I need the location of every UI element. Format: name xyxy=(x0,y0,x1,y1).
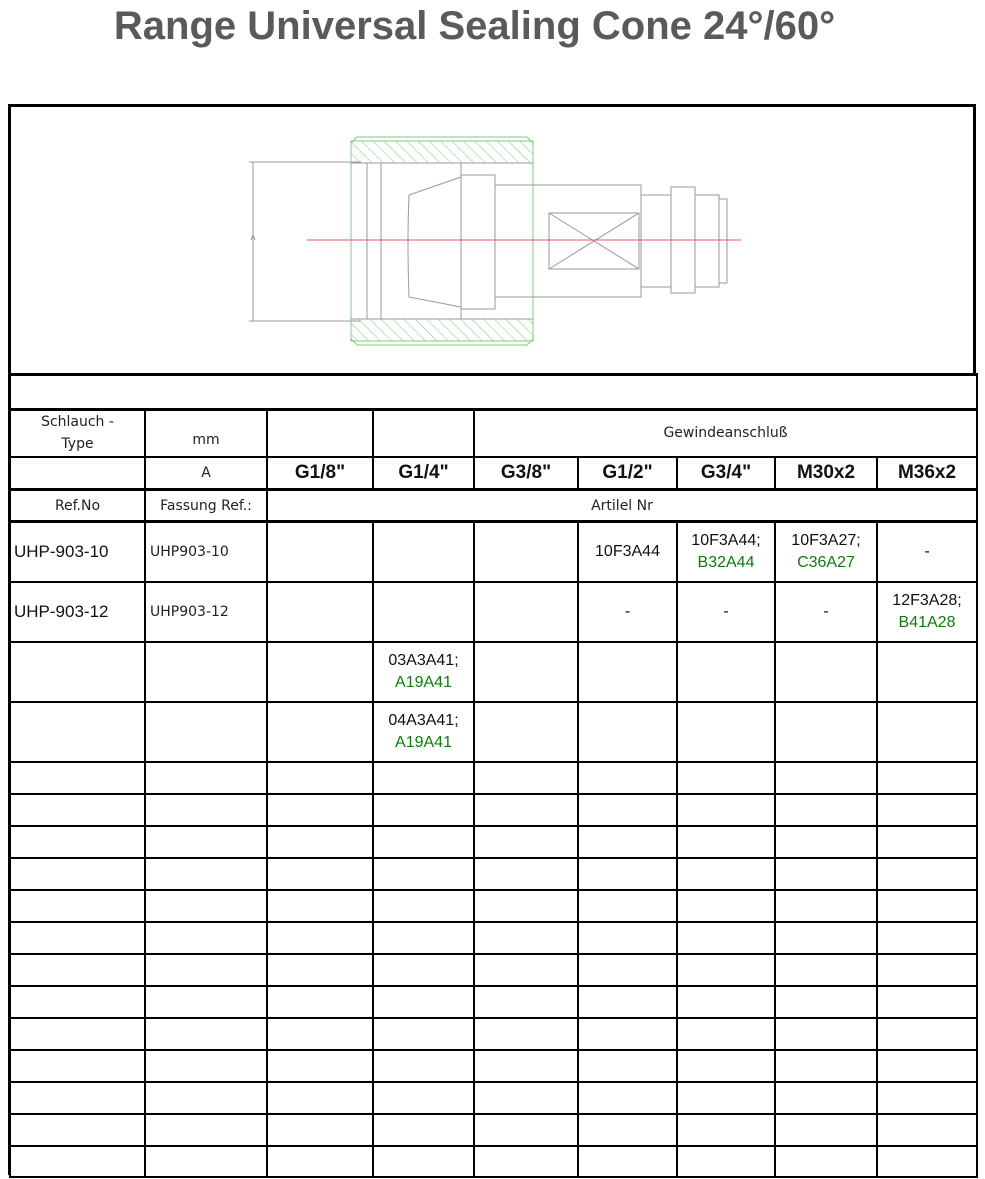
empty-cell xyxy=(677,1018,775,1050)
product-table xyxy=(9,373,978,1178)
article-cell xyxy=(373,642,474,702)
ref-no-cell xyxy=(10,702,145,762)
empty-cell xyxy=(373,858,474,890)
empty-cell xyxy=(578,1146,677,1177)
empty-cell xyxy=(775,922,877,954)
empty-cell xyxy=(145,1114,267,1146)
empty-row xyxy=(10,1050,977,1082)
gewinde-header: Gewindeanschluß xyxy=(474,410,977,457)
header-row-1 xyxy=(10,410,977,457)
page-title xyxy=(0,0,985,52)
ref-no-cell: UHP-903-12 xyxy=(10,582,145,642)
empty-row xyxy=(10,1114,977,1146)
empty-cell xyxy=(267,986,373,1018)
empty-cell xyxy=(578,986,677,1018)
empty-cell xyxy=(10,1114,145,1146)
empty-cell xyxy=(474,1082,578,1114)
article-cell xyxy=(677,702,775,762)
empty-cell xyxy=(578,1050,677,1082)
article-number: - xyxy=(723,602,729,620)
table-row xyxy=(10,582,977,642)
empty-cell xyxy=(877,1018,977,1050)
alt-article-number: B41A28 xyxy=(898,613,956,631)
empty-cell xyxy=(373,986,474,1018)
article-cell xyxy=(775,642,877,702)
artikel-header: Artilel Nr xyxy=(267,490,977,522)
article-number: 10F3A27; xyxy=(791,531,861,549)
mm-header xyxy=(145,410,267,457)
empty-cell xyxy=(474,1146,578,1177)
article-cell xyxy=(775,522,877,582)
empty-cell xyxy=(474,1018,578,1050)
empty-cell xyxy=(10,986,145,1018)
empty-cell xyxy=(145,890,267,922)
empty-cell xyxy=(145,1050,267,1082)
empty-cell xyxy=(145,986,267,1018)
sealing-cone-drawing-icon xyxy=(11,107,973,373)
alt-article-number: A19A41 xyxy=(395,733,452,751)
article-cell xyxy=(373,702,474,762)
empty-cell xyxy=(474,826,578,858)
thread-header: M30x2 xyxy=(775,457,877,490)
thread-header: G3/8" xyxy=(474,457,578,490)
article-cell xyxy=(677,522,775,582)
empty-cell xyxy=(775,858,877,890)
empty-cell xyxy=(373,1114,474,1146)
empty-cell xyxy=(474,858,578,890)
empty-cell xyxy=(474,794,578,826)
empty-row xyxy=(10,1082,977,1114)
empty-cell xyxy=(578,1114,677,1146)
empty-cell xyxy=(775,1146,877,1177)
empty-row xyxy=(10,890,977,922)
empty-cell xyxy=(373,1050,474,1082)
empty-cell xyxy=(145,858,267,890)
article-number: 04A3A41; xyxy=(388,711,459,729)
empty-cell xyxy=(578,1082,677,1114)
article-cell xyxy=(877,642,977,702)
article-cell xyxy=(373,582,474,642)
header-row-3 xyxy=(10,490,977,522)
empty-cell xyxy=(373,954,474,986)
empty-cell xyxy=(677,858,775,890)
empty-cell xyxy=(578,794,677,826)
empty-cell xyxy=(267,954,373,986)
fassung-header: Fassung Ref.: xyxy=(145,490,267,522)
empty-cell xyxy=(10,890,145,922)
alt-article-number: B32A44 xyxy=(697,553,755,571)
empty-cell xyxy=(677,794,775,826)
empty-cell xyxy=(677,1050,775,1082)
empty-cell xyxy=(10,1050,145,1082)
fassung-cell: UHP903-12 xyxy=(145,582,267,642)
empty-cell xyxy=(677,1114,775,1146)
empty-cell xyxy=(145,954,267,986)
empty-cell xyxy=(145,1146,267,1177)
empty-cell xyxy=(578,1018,677,1050)
spacer-row xyxy=(10,375,977,410)
empty-cell xyxy=(10,922,145,954)
mm-label: mm xyxy=(192,432,220,449)
article-cell xyxy=(373,522,474,582)
empty-cell xyxy=(373,922,474,954)
article-number: - xyxy=(624,602,631,620)
data-rows xyxy=(10,522,977,1177)
empty-cell xyxy=(877,1050,977,1082)
article-cell xyxy=(677,582,775,642)
article-cell xyxy=(775,702,877,762)
thread-header: G1/2" xyxy=(578,457,677,490)
empty-cell xyxy=(373,1082,474,1114)
empty-cell xyxy=(877,922,977,954)
empty-cell xyxy=(877,1082,977,1114)
empty-cell xyxy=(267,890,373,922)
empty-cell xyxy=(373,1146,474,1177)
article-cell xyxy=(267,582,373,642)
empty-cell xyxy=(578,762,677,794)
table-row xyxy=(10,702,977,762)
empty-cell xyxy=(10,1146,145,1177)
empty-row xyxy=(10,1146,977,1177)
empty-cell xyxy=(578,826,677,858)
article-cell xyxy=(578,702,677,762)
empty-cell xyxy=(775,986,877,1018)
empty-cell xyxy=(267,1050,373,1082)
empty-cell xyxy=(578,954,677,986)
empty-cell xyxy=(877,1146,977,1177)
article-number: 10F3A44; xyxy=(691,531,761,549)
thread-header: G3/4" xyxy=(677,457,775,490)
empty-cell xyxy=(677,954,775,986)
article-cell xyxy=(474,522,578,582)
empty-cell xyxy=(373,826,474,858)
empty-cell xyxy=(267,794,373,826)
empty-cell xyxy=(775,762,877,794)
empty-cell xyxy=(877,890,977,922)
empty-cell xyxy=(10,1018,145,1050)
empty-cell xyxy=(877,794,977,826)
empty-cell xyxy=(877,954,977,986)
thread-header: M36x2 xyxy=(877,457,977,490)
empty-cell xyxy=(474,1050,578,1082)
empty-cell xyxy=(877,1114,977,1146)
article-cell xyxy=(267,522,373,582)
article-cell xyxy=(677,642,775,702)
empty-cell xyxy=(474,1114,578,1146)
schlauch-type-label: Schlauch - Type xyxy=(41,414,114,453)
a-header: A xyxy=(145,457,267,490)
article-cell xyxy=(877,582,977,642)
empty-cell xyxy=(877,762,977,794)
empty-cell xyxy=(677,922,775,954)
table-row xyxy=(10,642,977,702)
empty-cell xyxy=(677,826,775,858)
alt-article-number: C36A27 xyxy=(797,553,855,571)
empty-cell xyxy=(775,890,877,922)
fassung-cell xyxy=(145,642,267,702)
empty-cell xyxy=(578,890,677,922)
empty-cell xyxy=(267,1082,373,1114)
empty-cell xyxy=(145,922,267,954)
empty-cell xyxy=(10,794,145,826)
article-cell xyxy=(474,642,578,702)
ref-no-cell xyxy=(10,642,145,702)
empty-cell xyxy=(373,1018,474,1050)
empty-cell xyxy=(677,1082,775,1114)
empty-cell xyxy=(677,762,775,794)
empty-cell xyxy=(267,762,373,794)
empty-row xyxy=(10,858,977,890)
article-number: 03A3A41; xyxy=(388,651,459,669)
article-cell xyxy=(578,582,677,642)
empty-cell xyxy=(267,1114,373,1146)
article-cell xyxy=(474,702,578,762)
empty-row xyxy=(10,826,977,858)
article-number: - xyxy=(924,542,930,560)
empty-cell xyxy=(373,890,474,922)
empty-cell xyxy=(775,1018,877,1050)
empty-row xyxy=(10,1018,977,1050)
empty-cell xyxy=(474,890,578,922)
empty-cell xyxy=(775,826,877,858)
header-row-2 xyxy=(10,457,977,490)
empty-cell xyxy=(578,858,677,890)
empty-cell xyxy=(10,1082,145,1114)
empty-cell xyxy=(877,858,977,890)
empty-cell xyxy=(775,794,877,826)
article-cell xyxy=(578,522,677,582)
article-number: 10F3A44 xyxy=(595,542,660,560)
schlauch-type-header xyxy=(10,410,145,457)
fassung-cell: UHP903-10 xyxy=(145,522,267,582)
empty-cell xyxy=(373,794,474,826)
empty-row xyxy=(10,986,977,1018)
empty-cell xyxy=(145,794,267,826)
refno-header: Ref.No xyxy=(10,490,145,522)
page-title-text: Range Universal Sealing Cone 24°/60° xyxy=(113,4,836,48)
empty-cell xyxy=(775,1114,877,1146)
empty-cell xyxy=(775,954,877,986)
empty-cell xyxy=(145,1018,267,1050)
empty-cell xyxy=(373,762,474,794)
empty-cell xyxy=(775,1082,877,1114)
empty-cell xyxy=(267,922,373,954)
empty-cell xyxy=(677,1146,775,1177)
empty-cell xyxy=(10,826,145,858)
article-cell xyxy=(877,522,977,582)
empty-cell xyxy=(775,1050,877,1082)
empty-cell xyxy=(474,986,578,1018)
empty-cell xyxy=(267,1146,373,1177)
empty-cell xyxy=(10,762,145,794)
empty-header-cell xyxy=(267,410,373,457)
article-cell xyxy=(775,582,877,642)
table-row xyxy=(10,522,977,582)
empty-row xyxy=(10,794,977,826)
empty-header-cell xyxy=(10,457,145,490)
thread-header: G1/8" xyxy=(267,457,373,490)
empty-cell xyxy=(145,1082,267,1114)
article-number: 12F3A28; xyxy=(892,591,962,609)
empty-row xyxy=(10,762,977,794)
article-number: - xyxy=(823,602,829,620)
empty-cell xyxy=(474,922,578,954)
empty-row xyxy=(10,954,977,986)
empty-cell xyxy=(10,858,145,890)
empty-cell xyxy=(145,826,267,858)
fassung-cell xyxy=(145,702,267,762)
empty-row xyxy=(10,922,977,954)
empty-cell xyxy=(677,986,775,1018)
empty-cell xyxy=(877,826,977,858)
empty-cell xyxy=(10,954,145,986)
empty-cell xyxy=(474,954,578,986)
empty-cell xyxy=(267,858,373,890)
article-cell xyxy=(474,582,578,642)
empty-cell xyxy=(877,986,977,1018)
empty-cell xyxy=(145,762,267,794)
article-cell xyxy=(267,642,373,702)
empty-cell xyxy=(578,922,677,954)
technical-drawing xyxy=(11,107,973,373)
empty-cell xyxy=(677,890,775,922)
empty-cell xyxy=(267,1018,373,1050)
empty-cell xyxy=(474,762,578,794)
alt-article-number: A19A41 xyxy=(395,673,452,691)
article-cell xyxy=(578,642,677,702)
empty-cell xyxy=(267,826,373,858)
empty-header-cell xyxy=(373,410,474,457)
article-cell xyxy=(877,702,977,762)
article-cell xyxy=(267,702,373,762)
ref-no-cell: UHP-903-10 xyxy=(10,522,145,582)
thread-header: G1/4" xyxy=(373,457,474,490)
